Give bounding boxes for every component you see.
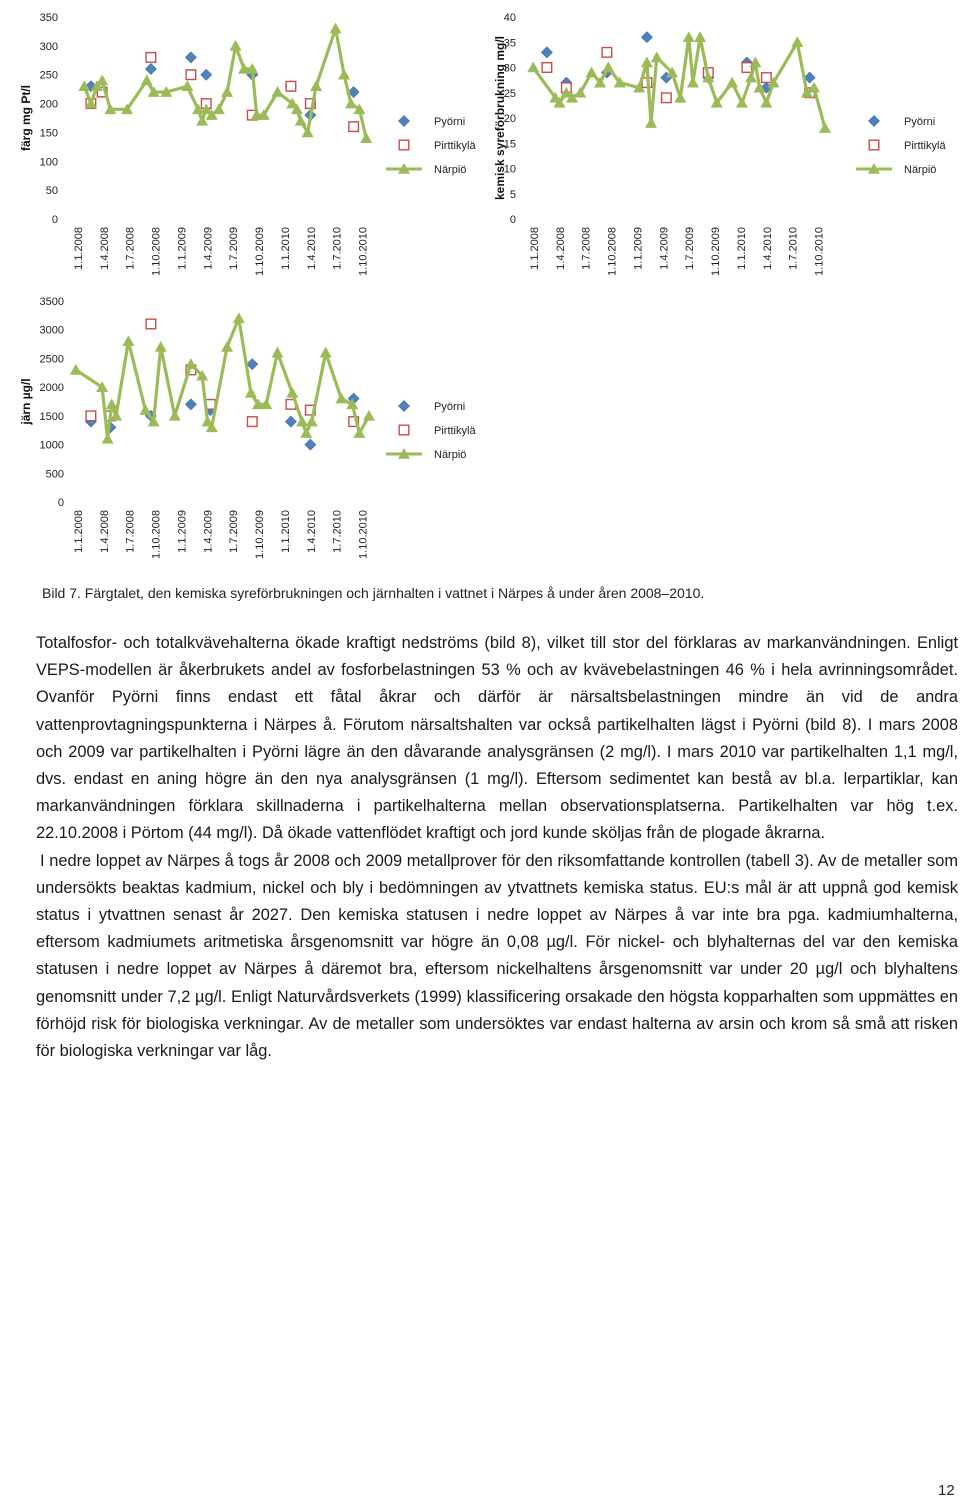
data-point-diamond bbox=[145, 63, 156, 74]
y-tick-label: 0 bbox=[51, 214, 58, 226]
y-tick-label: 2500 bbox=[39, 353, 64, 366]
data-point-square bbox=[86, 411, 96, 421]
x-tick-label: 1.1.2008 bbox=[73, 227, 85, 270]
data-point-triangle bbox=[106, 398, 118, 409]
paragraph-2: I nedre loppet av Närpes å togs år 2008 och 2009 metallprover för den riksomfattande kontrollen (tabell 3). Av de metaller som undersökts beaktas kadmium, nickel och bly i bedömningen av ytvattnets kemiska status. EU:s mål är att uppnå god kemisk status i ytvattnen senast år 2027. Den kemiska statusen i nedre loppet av Närpes å var inte bra pga. kadmiumhalterna, eftersom kadmiumets aritmetiska årsgenomsnitt var högre än 0,08 µg/l. För nickel- och blyhalternas del var den kemiska statusen i nedre loppet av Närpes å däremot bra, eftersom nickelhaltens årsgenomsnitt var under 20 µg/l och blyhaltens genomsnitt under 7,2 µg/l. Enligt Naturvårdsverkets (1999) klassificering orsakade den högsta kopparhalten som uppmättes en förhöjd risk för biologiska verkningar. Av de metaller som undersöktes var endast halterna av arsin och krom så små att risken för biologiska verkningar var låg. bbox=[36, 851, 958, 1061]
legend-label: Pirttikylä bbox=[904, 140, 946, 152]
y-tick-label: 200 bbox=[39, 98, 58, 111]
x-tick-label: 1.4.2008 bbox=[98, 227, 111, 270]
x-tick-label: 1.10.2009 bbox=[710, 227, 723, 276]
legend-label: Närpiö bbox=[434, 164, 467, 176]
data-point-triangle bbox=[306, 416, 318, 427]
data-point-triangle bbox=[745, 72, 757, 83]
y-tick-label: 1000 bbox=[39, 439, 64, 452]
figure-caption: Bild 7. Färgtalet, den kemiska syreförbrukningen och järnhalten i vattnet i Närpes å under åren 2008–2010. bbox=[42, 585, 705, 601]
data-point-triangle bbox=[726, 77, 738, 88]
x-tick-label: 1.7.2010 bbox=[331, 227, 344, 270]
x-tick-label: 1.7.2010 bbox=[787, 227, 800, 270]
data-point-square bbox=[146, 319, 156, 329]
x-tick-label: 1.4.2009 bbox=[202, 227, 215, 270]
x-tick-label: 1.7.2008 bbox=[580, 227, 593, 270]
legend-label: Pyörni bbox=[434, 401, 466, 413]
data-point-triangle bbox=[221, 86, 233, 97]
legend-marker-square bbox=[399, 425, 409, 435]
x-tick-label: 1.7.2010 bbox=[331, 510, 344, 553]
data-point-square bbox=[542, 63, 552, 73]
data-point-triangle bbox=[527, 62, 539, 73]
data-point-square bbox=[349, 122, 359, 132]
y-tick-label: 2000 bbox=[39, 382, 64, 395]
x-tick-label: 1.7.2009 bbox=[684, 227, 697, 270]
y-tick-label: 500 bbox=[45, 468, 64, 481]
legend-marker-square bbox=[869, 140, 879, 150]
y-axis-label: färg mg Pt/l bbox=[19, 84, 33, 152]
legend-label: Närpiö bbox=[434, 449, 467, 461]
data-point-triangle bbox=[345, 98, 357, 109]
series-line bbox=[84, 29, 366, 139]
y-tick-label: 20 bbox=[503, 113, 516, 125]
x-tick-label: 1.7.2009 bbox=[228, 510, 241, 553]
x-tick-label: 1.10.2008 bbox=[606, 227, 619, 276]
data-point-triangle bbox=[233, 312, 245, 323]
data-point-triangle bbox=[271, 86, 283, 97]
page-number: 12 bbox=[938, 1482, 955, 1499]
data-point-triangle bbox=[169, 410, 181, 421]
data-point-triangle bbox=[196, 115, 208, 126]
y-tick-label: 10 bbox=[503, 163, 516, 176]
data-point-diamond bbox=[201, 69, 212, 80]
y-tick-label: 350 bbox=[39, 12, 58, 24]
data-point-triangle bbox=[674, 92, 686, 103]
x-tick-label: 1.1.2009 bbox=[176, 227, 189, 270]
data-point-triangle bbox=[819, 122, 831, 133]
x-tick-label: 1.1.2009 bbox=[176, 510, 189, 553]
data-point-square bbox=[742, 63, 752, 73]
y-tick-label: 5 bbox=[509, 188, 516, 201]
legend-label: Pirttikylä bbox=[434, 140, 476, 152]
data-point-triangle bbox=[271, 347, 283, 358]
series-line bbox=[533, 37, 825, 128]
data-point-triangle bbox=[335, 393, 347, 404]
data-point-triangle bbox=[185, 358, 197, 369]
x-tick-label: 1.1.2010 bbox=[279, 227, 292, 270]
x-tick-label: 1.1.2010 bbox=[279, 510, 292, 553]
data-point-triangle bbox=[791, 36, 803, 47]
data-point-square bbox=[247, 417, 257, 427]
x-tick-label: 1.1.2008 bbox=[529, 227, 541, 270]
x-tick-label: 1.7.2008 bbox=[124, 510, 137, 553]
data-point-triangle bbox=[338, 69, 350, 80]
data-point-triangle bbox=[296, 416, 308, 427]
y-tick-label: 0 bbox=[57, 497, 64, 509]
legend-marker-diamond bbox=[399, 401, 410, 412]
data-point-diamond bbox=[185, 52, 196, 63]
y-tick-label: 35 bbox=[503, 37, 516, 50]
body-text bbox=[36, 630, 958, 1065]
data-point-triangle bbox=[687, 77, 699, 88]
cod-chart bbox=[480, 0, 960, 290]
x-tick-label: 1.10.2010 bbox=[357, 510, 370, 559]
y-tick-label: 15 bbox=[503, 138, 516, 151]
paragraph-1: Totalfosfor- och totalkvävehalterna ökade kraftigt nedströms (bild 8), vilket till stor del förklaras av markanvändningen. Enligt VEPS-modellen är åkerbrukets andel av fosforbelastningen 53 % och av kvävebelastningen 46 % i hela avrinningsområdet. Ovanför Pyörni finns endast ett fåtal åkrar och därför är närsaltsbelastningen mindre än vid de andra vattenprovtagningspunkterna i Närpes å. Förutom närsaltshalten var också partikelhalten lägst i Pyörni (bild 8). I mars 2008 och 2009 var partikelhalten i Pyörni lägre än den dåvarande analysgränsen (2 mg/l). I mars 2010 var partikelhalten 1,1 mg/l, dvs. endast en aning högre än den nya analysgränsen (1 mg/l). Eftersom sedimentet kan bestå av bl.a. lerpartiklar, kan markanvändningen förklara skillnaderna i partikelhalterna mellan observationsplatserna. Partikelhalten var hög t.ex. 22.10.2008 i Pörtom (44 mg/l). Då ökade vattenflödet kraftigt och jord kunde sköljas från de plogade åkrarna. bbox=[36, 634, 958, 843]
data-point-square bbox=[762, 73, 772, 83]
legend-marker-diamond bbox=[399, 116, 410, 127]
x-tick-label: 1.10.2010 bbox=[357, 227, 370, 276]
y-tick-label: 300 bbox=[39, 40, 58, 53]
data-point-diamond bbox=[641, 32, 652, 43]
data-point-triangle bbox=[760, 97, 772, 108]
x-tick-label: 1.10.2010 bbox=[813, 227, 826, 276]
y-tick-label: 3500 bbox=[39, 296, 64, 308]
legend-label: Pirttikylä bbox=[434, 425, 476, 437]
iron-chart bbox=[0, 290, 480, 580]
data-point-triangle bbox=[213, 103, 225, 114]
x-tick-label: 1.4.2009 bbox=[202, 510, 215, 553]
x-tick-label: 1.10.2009 bbox=[254, 510, 267, 559]
data-point-square bbox=[146, 53, 156, 63]
data-point-triangle bbox=[330, 23, 342, 34]
x-tick-label: 1.4.2010 bbox=[305, 227, 318, 270]
x-tick-label: 1.10.2009 bbox=[254, 227, 267, 276]
legend-marker-diamond bbox=[869, 116, 880, 127]
data-point-triangle bbox=[122, 335, 134, 346]
y-tick-label: 30 bbox=[503, 62, 516, 75]
data-point-triangle bbox=[586, 67, 598, 78]
legend-label: Närpiö bbox=[904, 164, 937, 176]
data-point-diamond bbox=[185, 399, 196, 410]
y-tick-label: 3000 bbox=[39, 324, 64, 337]
color-chart bbox=[0, 0, 480, 290]
y-tick-label: 25 bbox=[503, 87, 516, 100]
data-point-triangle bbox=[96, 74, 108, 85]
legend-marker-square bbox=[399, 140, 409, 150]
x-tick-label: 1.4.2008 bbox=[554, 227, 567, 270]
legend-label: Pyörni bbox=[434, 116, 466, 128]
data-point-triangle bbox=[70, 364, 82, 375]
x-tick-label: 1.4.2008 bbox=[98, 510, 111, 553]
x-tick-label: 1.4.2009 bbox=[658, 227, 671, 270]
y-tick-label: 50 bbox=[45, 185, 58, 198]
data-point-triangle bbox=[683, 31, 695, 42]
x-tick-label: 1.10.2008 bbox=[150, 227, 163, 276]
data-point-triangle bbox=[139, 404, 151, 415]
x-tick-label: 1.1.2008 bbox=[73, 510, 85, 553]
data-point-triangle bbox=[694, 31, 706, 42]
x-tick-label: 1.1.2010 bbox=[735, 227, 748, 270]
data-point-square bbox=[286, 81, 296, 91]
data-point-triangle bbox=[310, 80, 322, 91]
data-point-square bbox=[186, 70, 196, 80]
x-tick-label: 1.7.2009 bbox=[228, 227, 241, 270]
data-point-triangle bbox=[300, 427, 312, 438]
y-tick-label: 0 bbox=[509, 214, 516, 226]
legend-label: Pyörni bbox=[904, 116, 936, 128]
y-tick-label: 1500 bbox=[39, 410, 64, 423]
data-point-triangle bbox=[602, 62, 614, 73]
data-point-triangle bbox=[651, 51, 663, 62]
data-point-triangle bbox=[360, 132, 372, 143]
y-tick-label: 40 bbox=[503, 12, 516, 24]
data-point-diamond bbox=[541, 47, 552, 58]
data-point-triangle bbox=[245, 387, 257, 398]
data-point-square bbox=[662, 93, 672, 103]
data-point-triangle bbox=[736, 97, 748, 108]
data-point-triangle bbox=[363, 410, 375, 421]
data-point-triangle bbox=[286, 387, 298, 398]
data-point-triangle bbox=[320, 347, 332, 358]
y-axis-label: kemisk syreförbrukning mg/l bbox=[493, 35, 507, 201]
y-tick-label: 150 bbox=[39, 127, 58, 140]
data-point-triangle bbox=[221, 341, 233, 352]
x-tick-label: 1.4.2010 bbox=[305, 510, 318, 553]
data-point-triangle bbox=[155, 341, 167, 352]
data-point-triangle bbox=[230, 40, 242, 51]
data-point-triangle bbox=[295, 115, 307, 126]
data-point-triangle bbox=[645, 117, 657, 128]
x-tick-label: 1.1.2009 bbox=[632, 227, 645, 270]
x-tick-label: 1.4.2010 bbox=[761, 227, 774, 270]
x-tick-label: 1.10.2008 bbox=[150, 510, 163, 559]
data-point-triangle bbox=[102, 433, 114, 444]
y-tick-label: 100 bbox=[39, 156, 58, 169]
data-point-triangle bbox=[181, 80, 193, 91]
y-tick-label: 250 bbox=[39, 69, 58, 82]
y-axis-label: järn µg/l bbox=[19, 378, 33, 425]
data-point-diamond bbox=[305, 439, 316, 450]
series-line bbox=[76, 318, 369, 439]
x-tick-label: 1.7.2008 bbox=[124, 227, 137, 270]
data-point-triangle bbox=[141, 74, 153, 85]
data-point-square bbox=[602, 48, 612, 58]
data-point-diamond bbox=[285, 416, 296, 427]
